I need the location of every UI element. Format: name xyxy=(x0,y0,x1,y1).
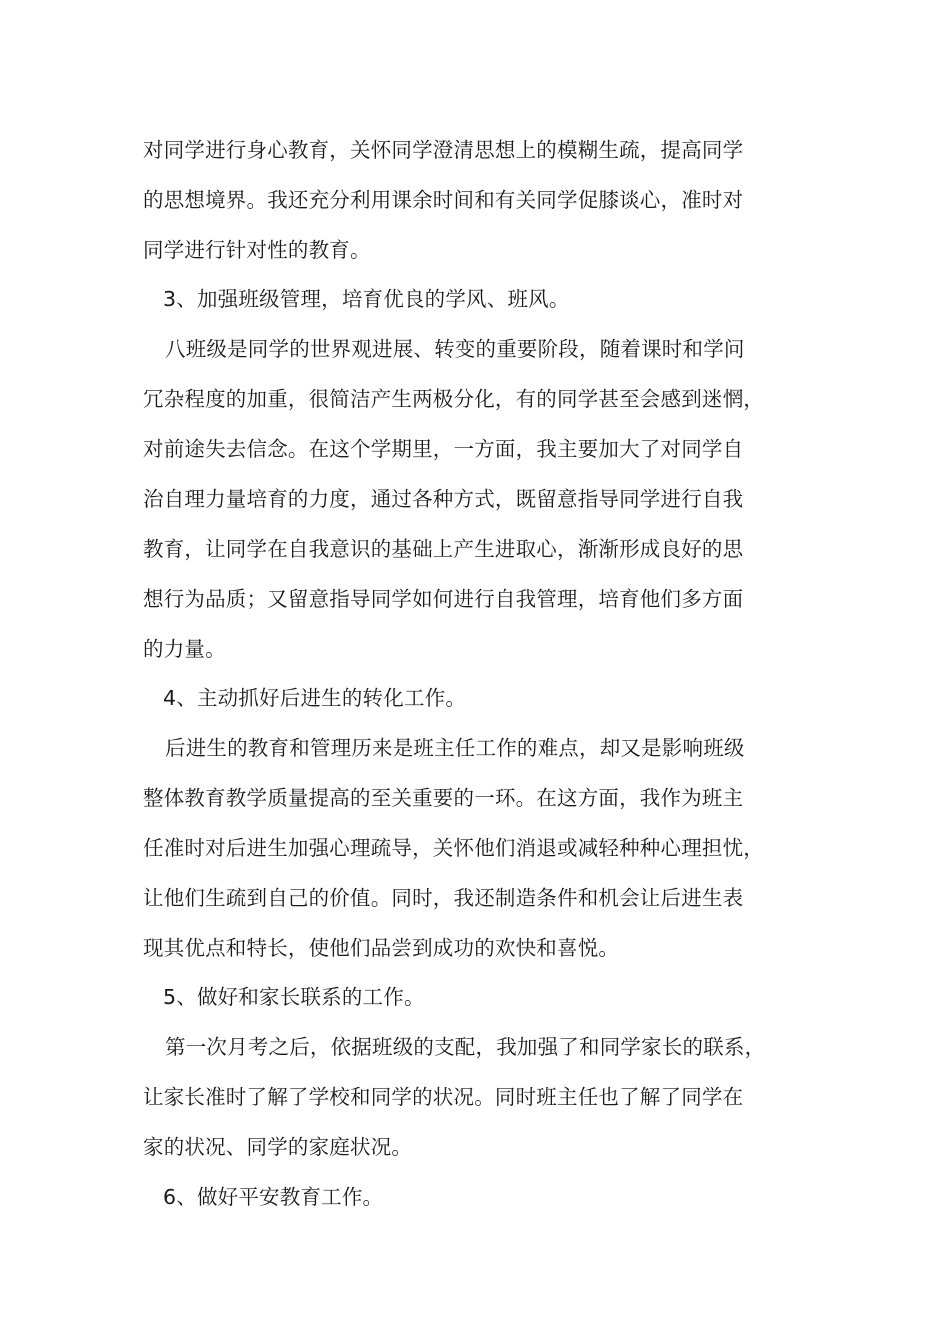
text-line: 的力量。 xyxy=(143,637,226,661)
text-line: 想行为品质；又留意指导同学如何进行自我管理，培育他们多方面 xyxy=(143,587,744,611)
text-line: 对前途失去信念。在这个学期里，一方面，我主要加大了对同学自 xyxy=(143,437,744,461)
text-line: 第一次月考之后，依据班级的支配，我加强了和同学家长的联系， xyxy=(165,1035,766,1059)
text-line: 任准时对后进生加强心理疏导，关怀他们消退或减轻种种心理担忧， xyxy=(143,836,764,860)
text-line: 冗杂程度的加重，很简洁产生两极分化，有的同学甚至会感到迷惘， xyxy=(143,387,764,411)
text-line: 家的状况、同学的家庭状况。 xyxy=(143,1135,413,1159)
section-heading: 3、加强班级管理，培育优良的学风、班风。 xyxy=(163,287,570,311)
text-line: 治自理力量培育的力度，通过各种方式，既留意指导同学进行自我 xyxy=(143,487,744,511)
text-line: 八班级是同学的世界观进展、转变的重要阶段，随着课时和学问 xyxy=(165,337,745,361)
section-heading: 5、做好和家长联系的工作。 xyxy=(163,985,425,1009)
text-line: 让家长准时了解了学校和同学的状况。同时班主任也了解了同学在 xyxy=(143,1085,744,1109)
text-line: 教育，让同学在自我意识的基础上产生进取心，渐渐形成良好的思 xyxy=(143,537,744,561)
text-line: 后进生的教育和管理历来是班主任工作的难点，却又是影响班级 xyxy=(165,736,745,760)
text-line: 让他们生疏到自己的价值。同时，我还制造条件和机会让后进生表 xyxy=(143,886,744,910)
text-line: 的思想境界。我还充分利用课余时间和有关同学促膝谈心，准时对 xyxy=(143,188,744,212)
text-line: 现其优点和特长，使他们品尝到成功的欢快和喜悦。 xyxy=(143,936,620,960)
section-heading: 4、主动抓好后进生的转化工作。 xyxy=(163,686,467,710)
text-line: 整体教育教学质量提高的至关重要的一环。在这方面，我作为班主 xyxy=(143,786,744,810)
section-heading: 6、做好平安教育工作。 xyxy=(163,1185,384,1209)
text-line: 同学进行针对性的教育。 xyxy=(143,238,371,262)
text-line: 对同学进行身心教育，关怀同学澄清思想上的模糊生疏，提高同学 xyxy=(143,138,744,162)
